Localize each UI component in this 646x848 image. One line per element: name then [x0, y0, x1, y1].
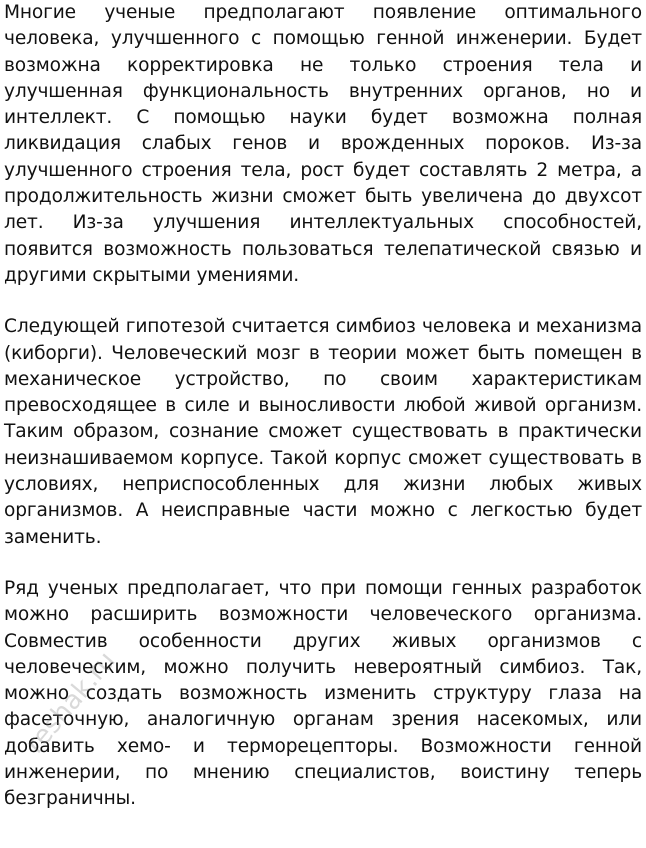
- document-body: [4, 0, 644, 813]
- paragraph-1: Многие ученые предполагают появление оптимального человека, улучшенного с помощью генной инженерии. Будет возможна корректировка не только строения тела и улучшенная функциональность внутренних органов, но и интеллект. С помощью науки будет возможна полная ликвидация слабых генов и врожденных пороков. Из-за улучшенного строения тела, рост будет составлять 2 метра, а продолжительность жизни сможет быть увеличена до двухсот лет. Из-за улучшения интеллектуальных способностей, появится возможность пользоваться телепатической связью и другими скрытыми умениями.: [4, 2, 642, 286]
- watermark-text: reshak.ru: [20, 646, 122, 760]
- paragraph-3: Ряд ученых предполагает, что при помощи генных разработок можно расширить возможности человеческого организма. Совместив особенности других живых организмов с человеческим, можно получить невероятный симбиоз. Так, можно создать возможность изменить структуру глаза на фасеточную, аналогичную органам зрения насекомых, или добавить хемо- и терморецепторы. Возможности генной инженерии, по мнению специалистов, воистину теперь безграничны.: [4, 577, 642, 810]
- paragraph-2: Следующей гипотезой считается симбиоз человека и механизма (киборги). Человеческий мозг в теории может быть помещен в механическое устройство, по своим характеристикам превосходящее в силе и выносливости любой живой организм. Таким образом, сознание сможет существовать в практически неизнашиваемом корпусе. Такой корпус сможет существовать в условиях, неприспособленных для жизни любых живых организмов. А неисправные части можно с легкостью будет заменить.: [4, 316, 642, 548]
